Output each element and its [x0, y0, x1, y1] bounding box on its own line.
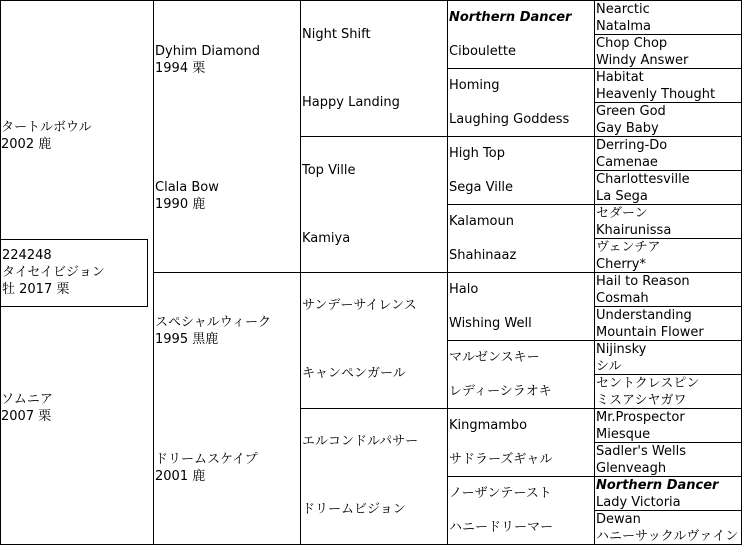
grid-line — [594, 374, 742, 375]
g2-name[interactable]: Clala Bow — [155, 180, 219, 195]
g3-name[interactable]: Night Shift — [302, 27, 371, 42]
g4-name[interactable]: Kalamoun — [449, 214, 514, 229]
g5-name[interactable]: Chop Chop — [596, 36, 668, 51]
g3-name[interactable]: Top Ville — [302, 163, 356, 178]
g3-name[interactable]: エルコンドルパサー — [302, 434, 419, 449]
g5-name[interactable]: Derring-Do — [596, 138, 668, 153]
g4-name[interactable]: Northern Dancer — [449, 10, 572, 25]
grid-line — [594, 306, 742, 307]
g5-name[interactable]: Charlottesville — [596, 172, 690, 187]
g2-info: 1995 黒鹿 — [155, 332, 219, 347]
g4-name[interactable]: ハニードリーマー — [449, 520, 554, 535]
g5-name[interactable]: La Sega — [596, 189, 648, 204]
g5-name[interactable]: Nearctic — [596, 2, 650, 17]
g4-name[interactable]: High Top — [449, 146, 505, 161]
grid-line — [594, 102, 742, 103]
g5-name[interactable]: Hail to Reason — [596, 274, 690, 289]
g5-name[interactable]: Glenveagh — [596, 461, 667, 476]
g2-cell — [155, 314, 271, 348]
g5-name[interactable]: Cherry* — [596, 257, 646, 272]
g4-name[interactable]: サドラーズギャル — [449, 452, 553, 467]
grid-line — [447, 476, 742, 477]
grid-line — [153, 272, 742, 273]
g2-cell — [155, 451, 258, 485]
g3-name[interactable]: Happy Landing — [302, 95, 400, 110]
g5-name[interactable]: シル — [596, 359, 622, 374]
grid-line — [300, 408, 742, 409]
g5-name[interactable]: ミスアシヤガワ — [596, 393, 687, 408]
g5-name[interactable]: Habitat — [596, 70, 644, 85]
g3-name[interactable]: Kamiya — [302, 231, 351, 246]
g5-name[interactable]: Gay Baby — [596, 121, 659, 136]
g5-name[interactable]: セントクレスピン — [596, 376, 700, 391]
dam-name[interactable]: ソムニア — [1, 392, 53, 407]
subject-id: 224248 — [2, 248, 52, 263]
g4-name[interactable]: Ciboulette — [449, 44, 516, 59]
subject-info: 牡 2017 栗 — [2, 282, 70, 297]
g4-name[interactable]: Shahinaaz — [449, 248, 517, 263]
subject-box — [0, 239, 148, 307]
sire-info: 2002 鹿 — [1, 137, 52, 152]
g5-name[interactable]: Nijinsky — [596, 342, 647, 357]
g5-name[interactable]: Heavenly Thought — [596, 87, 716, 102]
sire-name[interactable]: タートルボウル — [1, 120, 92, 135]
g5-name[interactable]: Khairunissa — [596, 223, 672, 238]
dam-cell — [0, 273, 153, 545]
g5-name[interactable]: セダーン — [596, 206, 648, 221]
g5-name[interactable]: Northern Dancer — [596, 478, 719, 493]
g5-name[interactable]: Understanding — [596, 308, 692, 323]
g5-name[interactable]: Dewan — [596, 512, 641, 527]
g4-name[interactable]: Kingmambo — [449, 418, 528, 433]
g4-name[interactable]: ノーザンテースト — [449, 486, 552, 501]
dam-info: 2007 栗 — [1, 409, 52, 424]
g3-name[interactable]: ドリームビジョン — [302, 502, 406, 517]
g3-name[interactable]: キャンペンガール — [302, 366, 406, 381]
grid-line — [594, 510, 742, 511]
grid-line — [447, 340, 742, 341]
g5-name[interactable]: Green God — [596, 104, 666, 119]
grid-line — [300, 136, 742, 137]
g5-name[interactable]: Lady Victoria — [596, 495, 681, 510]
g5-name[interactable]: Cosmah — [596, 291, 649, 306]
grid-line — [594, 238, 742, 239]
grid-line — [447, 68, 742, 69]
g2-info: 1990 鹿 — [155, 197, 206, 212]
g2-info: 2001 鹿 — [155, 469, 206, 484]
g2-name[interactable]: Dyhim Diamond — [155, 44, 261, 59]
grid-line — [594, 170, 742, 171]
grid-line — [0, 0, 742, 1]
g5-name[interactable]: Mr.Prospector — [596, 410, 685, 425]
g4-name[interactable]: Laughing Goddess — [449, 112, 570, 127]
g4-name[interactable]: Homing — [449, 78, 500, 93]
grid-line — [594, 34, 742, 35]
g4-name[interactable]: マルゼンスキー — [449, 350, 540, 365]
g5-name[interactable]: Miesque — [596, 427, 651, 442]
g3-name[interactable]: サンデーサイレンス — [302, 298, 417, 313]
g4-name[interactable]: レディーシラオキ — [449, 384, 552, 399]
sire-cell — [0, 0, 153, 273]
grid-line — [594, 442, 742, 443]
g5-name[interactable]: Natalma — [596, 19, 651, 34]
g2-cell — [155, 43, 260, 77]
g5-name[interactable]: Sadler's Wells — [596, 444, 686, 459]
g2-name[interactable]: スペシャルウィーク — [155, 315, 271, 330]
g5-name[interactable]: ヴェンチア — [596, 240, 661, 255]
g2-cell — [155, 179, 219, 213]
g4-name[interactable]: Wishing Well — [449, 316, 532, 331]
g2-info: 1994 栗 — [155, 61, 206, 76]
subject-name[interactable]: タイセイビジョン — [2, 265, 105, 280]
g4-name[interactable]: Halo — [449, 282, 479, 297]
g2-name[interactable]: ドリームスケイプ — [155, 452, 258, 467]
grid-line — [447, 204, 742, 205]
g5-name[interactable]: Windy Answer — [596, 53, 689, 68]
g4-name[interactable]: Sega Ville — [449, 180, 514, 195]
g5-name[interactable]: Camenae — [596, 155, 658, 170]
g5-name[interactable]: Mountain Flower — [596, 325, 704, 340]
g5-name[interactable]: ハニーサックルヴァイン — [596, 529, 739, 544]
